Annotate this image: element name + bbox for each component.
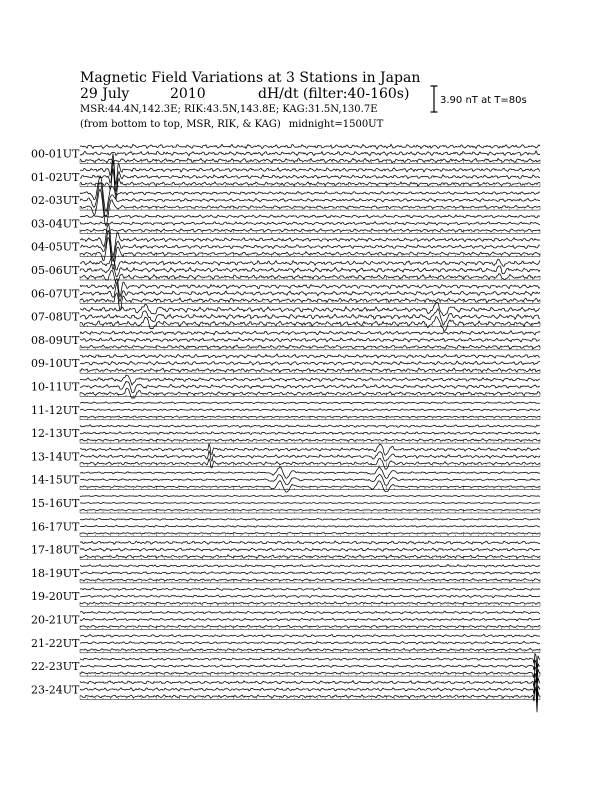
trace-KAG bbox=[80, 444, 540, 455]
trace-KAG bbox=[80, 279, 540, 297]
hour-label: 10-11UT bbox=[31, 380, 80, 394]
trace-KAG bbox=[80, 518, 540, 520]
trace-KAG bbox=[80, 541, 540, 544]
scale-label: 3.90 nT at T=80s bbox=[440, 95, 527, 106]
trace-RIK bbox=[80, 432, 540, 435]
hour-label: 16-17UT bbox=[31, 520, 80, 534]
hour-label: 21-22UT bbox=[31, 636, 80, 650]
hour-label: 01-02UT bbox=[31, 170, 80, 184]
hour-label: 23-24UT bbox=[31, 683, 80, 697]
date-year: 2010 bbox=[170, 86, 206, 102]
trace-RIK bbox=[80, 361, 540, 365]
order-line bbox=[80, 119, 383, 130]
trace-RIK bbox=[80, 595, 540, 598]
station-coordinates: MSR:44.4N,142.3E; RIK:43.5N,143.8E; KAG:31.5N,130.7E bbox=[80, 104, 378, 115]
trace-KAG bbox=[80, 588, 540, 590]
station-order-note: (from bottom to top, MSR, RIK, & KAG) bbox=[80, 119, 281, 130]
trace-KAG bbox=[80, 331, 540, 335]
midnight-note: midnight=1500UT bbox=[288, 119, 384, 130]
trace-KAG bbox=[80, 467, 540, 478]
hour-label: 11-12UT bbox=[31, 403, 80, 417]
trace-RIK bbox=[80, 338, 540, 342]
trace-RIK bbox=[80, 265, 540, 277]
hour-label: 07-08UT bbox=[31, 310, 80, 324]
hour-labels bbox=[31, 148, 80, 697]
hour-label: 19-20UT bbox=[31, 590, 80, 604]
trace-KAG bbox=[80, 634, 540, 637]
trace-KAG bbox=[80, 215, 540, 218]
date-day: 29 July bbox=[80, 86, 130, 102]
trace-RIK bbox=[80, 618, 540, 621]
hour-label: 20-21UT bbox=[31, 613, 80, 627]
trace-KAG bbox=[80, 495, 540, 496]
hour-label: 09-10UT bbox=[31, 357, 80, 371]
trace-RIK bbox=[80, 548, 540, 551]
trace-RIK bbox=[80, 641, 540, 644]
minute-ticks bbox=[80, 299, 540, 303]
trace-RIK bbox=[80, 502, 540, 503]
chart-title: Magnetic Field Variations at 3 Stations in Japan bbox=[80, 70, 421, 86]
hour-label: 14-15UT bbox=[31, 473, 80, 487]
trace-KAG bbox=[80, 375, 540, 385]
trace-KAG bbox=[80, 153, 540, 184]
hour-label: 08-09UT bbox=[31, 333, 80, 347]
trace-KAG bbox=[80, 224, 540, 256]
scale-bar-icon bbox=[430, 85, 438, 113]
trace-KAG bbox=[80, 144, 540, 149]
trace-MSR bbox=[80, 458, 540, 469]
trace-KAG bbox=[80, 302, 540, 315]
trace-RIK bbox=[80, 475, 540, 486]
hour-label: 04-05UT bbox=[31, 240, 80, 254]
hour-label: 02-03UT bbox=[31, 194, 80, 208]
hour-label: 03-04UT bbox=[31, 217, 80, 231]
hour-label: 15-16UT bbox=[31, 497, 80, 510]
trace-KAG bbox=[80, 673, 540, 698]
hour-label: 13-14UT bbox=[31, 450, 80, 464]
trace-RIK bbox=[80, 151, 540, 156]
hour-label: 17-18UT bbox=[31, 543, 80, 557]
trace-KAG bbox=[80, 611, 540, 614]
trace-KAG bbox=[80, 564, 540, 567]
trace-RIK bbox=[80, 161, 540, 192]
hour-label: 12-13UT bbox=[31, 427, 80, 441]
trace-RIK bbox=[80, 409, 540, 411]
hour-label: 18-19UT bbox=[31, 566, 80, 580]
trace-MSR bbox=[80, 271, 540, 284]
quantity-filter: dH/dt (filter:40-160s) bbox=[258, 86, 410, 102]
trace-KAG bbox=[80, 402, 540, 404]
trace-RIK bbox=[80, 572, 540, 575]
trace-MSR bbox=[80, 169, 540, 200]
trace-RIK bbox=[80, 222, 540, 226]
hour-label: 06-07UT bbox=[31, 287, 80, 301]
hour-label: 05-06UT bbox=[31, 264, 80, 277]
hour-label: 00-01UT bbox=[31, 147, 80, 161]
trace-KAG bbox=[80, 256, 540, 269]
trace-MSR bbox=[80, 481, 540, 493]
trace-KAG bbox=[80, 425, 540, 428]
hour-label: 22-23UT bbox=[31, 660, 80, 674]
trace-RIK bbox=[80, 525, 540, 527]
trace-RIK bbox=[80, 451, 540, 461]
trace-RIK bbox=[80, 182, 540, 217]
trace-RIK bbox=[80, 382, 540, 393]
trace-KAG bbox=[80, 354, 540, 358]
